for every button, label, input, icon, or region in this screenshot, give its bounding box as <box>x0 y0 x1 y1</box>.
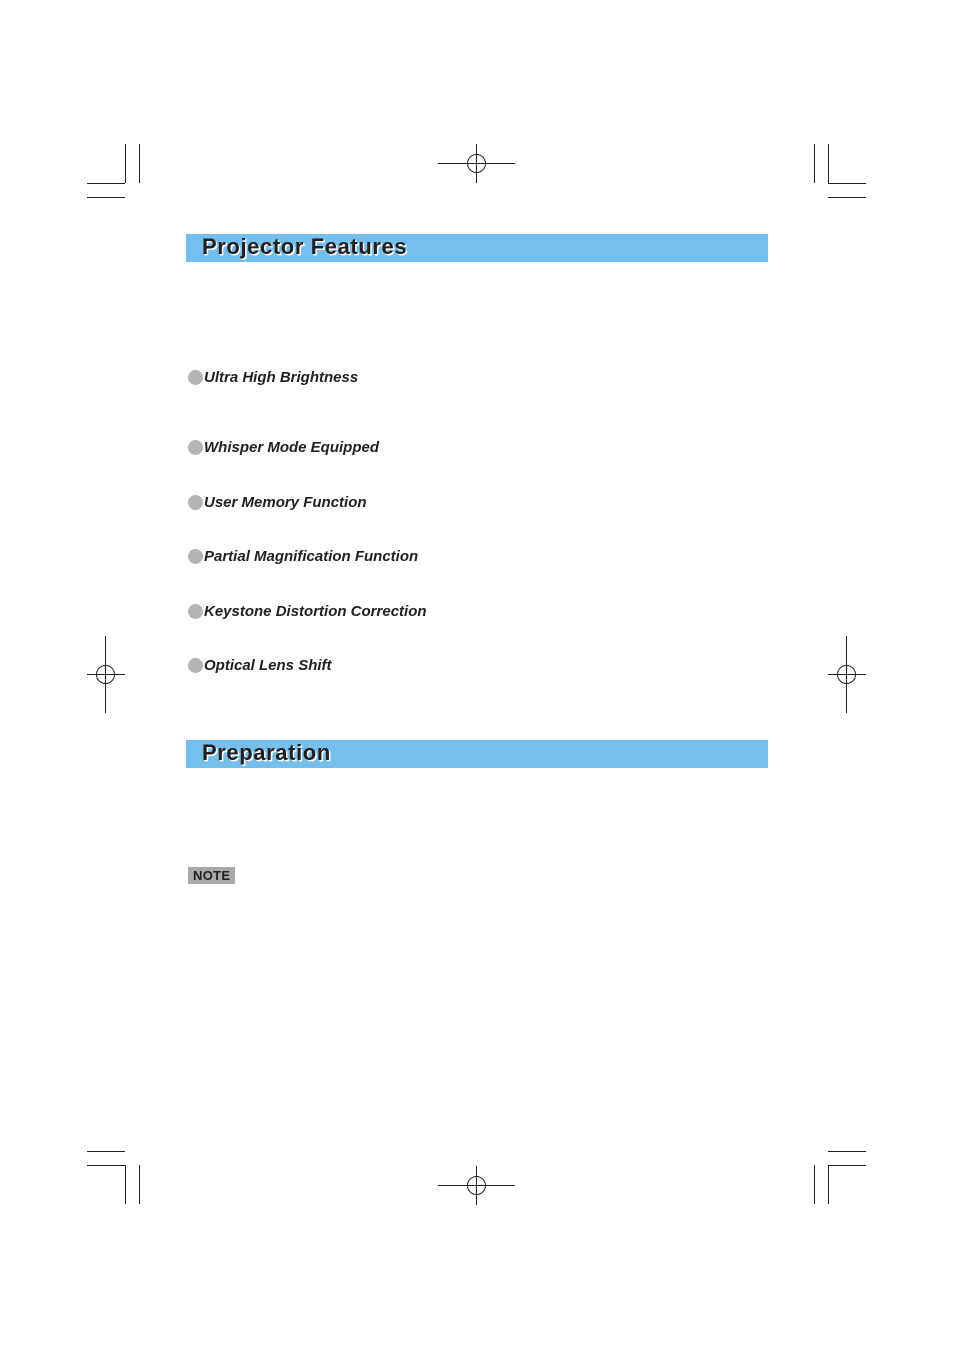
section-title: Preparation <box>202 740 331 765</box>
feature-item-optical-lens-shift <box>188 654 332 676</box>
note-badge: NOTE <box>188 867 235 884</box>
bullet-icon <box>188 658 203 673</box>
feature-item-whisper-mode <box>188 436 379 458</box>
feature-item-keystone-correction <box>188 600 427 622</box>
feature-item-ultra-high-brightness <box>188 366 358 388</box>
bullet-icon <box>188 604 203 619</box>
section-header-preparation <box>186 740 768 768</box>
feature-label: Partial Magnification Function <box>204 547 419 565</box>
bullet-icon <box>188 495 203 510</box>
section-header-projector-features <box>186 234 768 262</box>
bullet-icon <box>188 549 203 564</box>
feature-label: Optical Lens Shift <box>204 656 332 674</box>
bullet-icon <box>188 440 203 455</box>
feature-item-user-memory <box>188 491 367 513</box>
feature-item-partial-magnification <box>188 545 418 567</box>
feature-label: User Memory Function <box>204 493 367 511</box>
bullet-icon <box>188 370 203 385</box>
feature-label: Ultra High Brightness <box>204 368 359 386</box>
section-title: Projector Features <box>202 234 408 259</box>
feature-label: Keystone Distortion Correction <box>204 602 427 620</box>
feature-label: Whisper Mode Equipped <box>204 438 379 456</box>
